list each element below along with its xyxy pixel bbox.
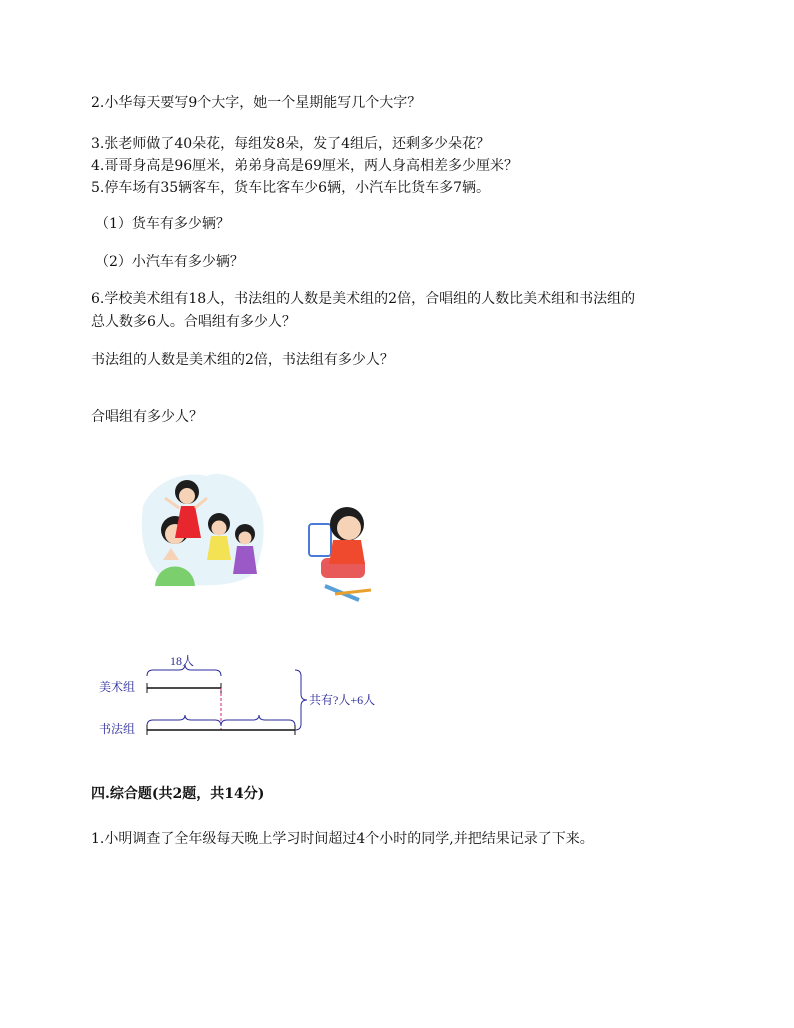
row-2-brace-right xyxy=(221,715,295,726)
problem-6-line-2: 总人数多6人。合唱组有多少人？ xyxy=(91,314,296,330)
problem-6-step-1: 书法组的人数是美术组的2倍，书法组有多少人？ xyxy=(91,352,394,368)
section-4-question-1: 1.小明调查了全年级每天晚上学习时间超过4个小时的同学,并把结果记录了下来。 xyxy=(91,831,594,847)
total-brace xyxy=(295,670,307,730)
problem-6-line-1: 6.学校美术组有18人，书法组的人数是美术组的2倍，合唱组的人数比美术组和书法组的 xyxy=(91,291,636,307)
section-4-heading: 四.综合题(共2题，共14分) xyxy=(91,786,265,802)
children-illustration xyxy=(135,468,385,608)
total-label: 共有?人+6人 xyxy=(309,693,376,707)
problem-5-question-1: （1）货车有多少辆？ xyxy=(95,216,230,232)
line-segment-diagram xyxy=(95,648,395,743)
problem-3: 3.张老师做了40朵花，每组发8朵，发了4组后，还剩多少朵花？ xyxy=(91,136,490,152)
row-2-brace-left xyxy=(147,715,221,726)
problem-2: 2.小华每天要写9个大字，她一个星期能写几个大字？ xyxy=(91,95,422,111)
row-2-label: 书法组 xyxy=(99,722,136,736)
row-1-label: 美术组 xyxy=(99,680,136,694)
problem-6-step-2: 合唱组有多少人？ xyxy=(91,409,203,425)
problem-4: 4.哥哥身高是96厘米，弟弟身高是69厘米，两人身高相差多少厘米？ xyxy=(91,158,518,174)
top-label: 18人 xyxy=(170,654,195,668)
problem-5-question-2: （2）小汽车有多少辆？ xyxy=(95,254,244,270)
problem-5: 5.停车场有35辆客车，货车比客车少6辆，小汽车比货车多7辆。 xyxy=(91,180,490,196)
